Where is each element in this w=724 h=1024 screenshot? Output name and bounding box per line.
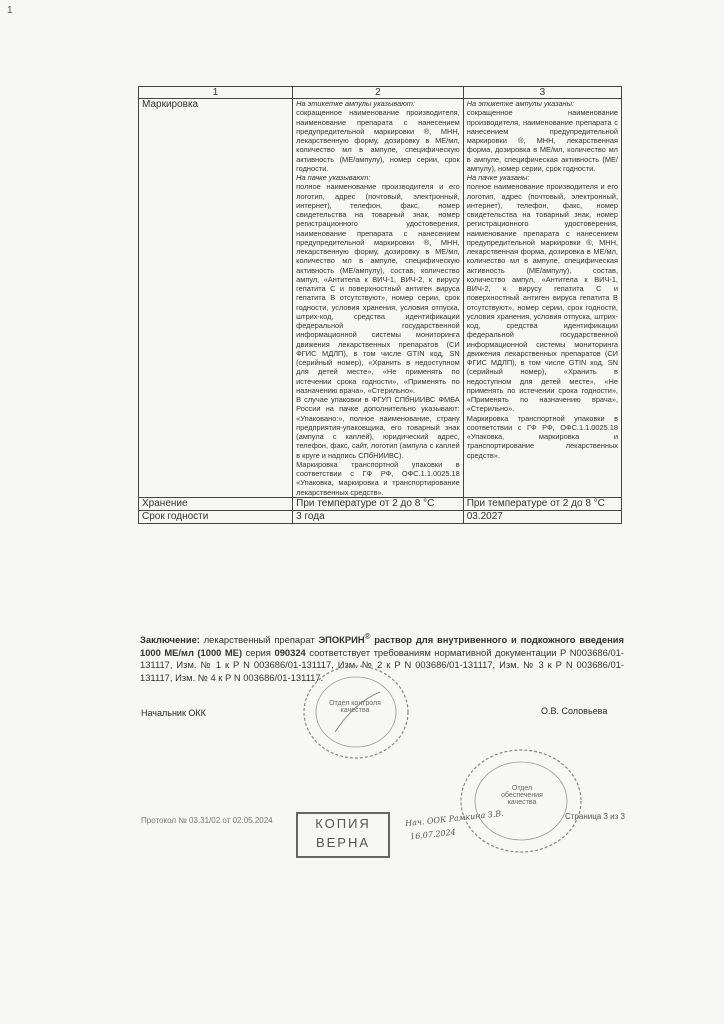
col2-paragraph: На этикетке ампулы указывают: xyxy=(296,99,415,108)
signatory-title: Начальник ОКК xyxy=(141,708,206,718)
header-col-1: 1 xyxy=(139,87,293,99)
header-col-3: 3 xyxy=(463,87,621,99)
conclusion-text-1: лекарственный препарат xyxy=(199,634,319,646)
storage-requirement: При температуре от 2 до 8 °С xyxy=(293,497,464,510)
product-name: ЭПОКРИН xyxy=(318,634,365,646)
okk-stamp-center-text: Отдел контроля качества xyxy=(329,700,381,714)
copy-stamp-line-1: КОПИЯ xyxy=(315,816,371,831)
shelf-life-actual: 03.2027 xyxy=(463,510,621,523)
header-col-2: 2 xyxy=(293,87,464,99)
col2-paragraph: полное наименование производителя и его логотип, адрес (почтовый, электронный, интернет), телефон, факс, номер свидетельства на товарный знак, номер регистрационного удостоверения, наименование препарата с нанесением предупредительной маркировки ®, МНН, лекарственную форму, дозировку в МЕ/мл, количество мл в ампуле, специфическую активность (МЕ/ампулу), состав, количество ампул, «Антитела к ВИЧ-1, ВИЧ-2, к вирусу гепатита С и поверхностный антиген вируса гепатита В отсутствуют», номер серии, срок годности, условия хранения, условия отпуска, штрих-код, средства идентификации федеральной государственной информационной системы мониторинга движения лекарственных препаратов (СИ ФГИС МДЛП), в том числе GTIN код, SN (серийный номер), «Хранить в недоступном для детей месте», «Не применять по истечении срока годности», «Применять по назначению врача», «Стерильно». xyxy=(296,182,460,395)
copy-verified-stamp xyxy=(296,812,390,858)
storage-label: Хранение xyxy=(139,497,293,510)
registered-mark: ® xyxy=(364,632,371,641)
oor-stamp-center-text: Отдел обеспечения качества xyxy=(501,785,543,806)
handwritten-certification: Нач. ООК Рамкина З.В. xyxy=(404,808,505,829)
col3-paragraph: полное наименование производителя и его логотип, адрес (почтовый, электронный, интернет), телефон, факс, номер свидетельства на товарный знак, номер регистрационного удостоверения, наименование препарата с нанесением предупредительной маркировки ®, МНН, лекарственная форма, дозировка в МЕ/мл, количество мл в ампуле, специфическая активность (МЕ/ампулу), состав, количество ампул, «Антитела к ВИЧ-1, ВИЧ-2, к вирусу гепатита С и поверхностный антиген вируса гепатита В отсутствуют», номер серии, срок годности, условия хранения, условия отпуска, штрих-код, средства идентификации федеральной государственной информационной системы мониторинга движения лекарственных препаратов (СИ ФГИС МДЛП), в том числе GTIN код, SN (серийный номер), «Хранить в недоступном для детей месте», «Не применять по истечении срока годности», «Применять по назначению врача», «Стерильно». xyxy=(466,182,618,414)
signatory-name: О.В. Соловьева xyxy=(541,706,608,716)
shelf-life-requirement: 3 года xyxy=(293,510,464,523)
col2-paragraph: В случае упаковки в ФГУП СПбНИИВС ФМБА России на пачке дополнительно указывают: «Упаковано:», полное наименование, страну предприятия-упаковщика, его товарный знак (ампула с каплей), юридический адрес, телефон, факс, сайт, логотип (ампула с каплей в круге и надпись СПбНИИВС). xyxy=(296,395,460,460)
col3-paragraph: На пачке указаны: xyxy=(466,173,530,182)
copy-stamp-line-2: ВЕРНА xyxy=(315,835,371,850)
corner-mark: 1 xyxy=(7,5,13,16)
table-row-marking xyxy=(139,99,622,498)
table-row-storage xyxy=(139,497,622,510)
col2-paragraph: сокращенное наименование производителя, наименование препарата с нанесением предупредительной маркировки ®, МНН, лекарственную форму, дозировку в МЕ/мл, количество мл в ампуле, специфическую активность (МЕ/ампулу), номер серии, срок годности. xyxy=(296,108,460,173)
conclusion-text-2: соответствует требованиям нормативной документации Р N003686/01-131117, Изм. № 1 к Р N 003686/01-131117, Изм. № 2 к Р N 003686/01-131117, Изм. № 3 к Р N 003686/01-131117, Изм. № 4 к Р N 003686/01-131117. xyxy=(140,646,624,683)
conclusion-prefix: Заключение: xyxy=(140,634,200,646)
handwritten-date: 16.07.2024 xyxy=(409,827,457,842)
col3-paragraph: Маркировка транспортной упаковки в соответствии с ГФ РФ, ОФС.1.1.0025.18 «Упаковка, маркировка и транспортирование лекарственных средств». xyxy=(466,413,618,460)
marking-actual xyxy=(463,99,621,498)
shelf-life-label: Срок годности xyxy=(139,510,293,523)
specification-table xyxy=(138,86,622,524)
marking-requirements xyxy=(293,99,464,498)
col3-paragraph: сокращенное наименование производителя, наименование препарата с нанесением предупредительной маркировки ®, МНН, лекарственная форма, дозировка в МЕ/мл, количество мл в ампуле, специфическая активность (МЕ/ампулу), номер серии, срок годности. xyxy=(466,108,618,173)
series-word: серия xyxy=(242,646,275,658)
product-form: раствор для внутривенного и подкожного введения 1000 МЕ/мл (1000 МЕ) xyxy=(140,634,624,658)
table-header-row xyxy=(139,87,622,99)
storage-actual: При температуре от 2 до 8 °С xyxy=(463,497,621,510)
col2-paragraph: Маркировка транспортной упаковки в соответствии с ГФ РФ, ОФС.1.1.0025.18 «Упаковка, маркировка и транспортирование лекарственных средств». xyxy=(296,459,460,497)
protocol-reference: Протокол № 03.31/02 от 02.05.2024 xyxy=(141,816,273,825)
col2-paragraph: На пачке указывают: xyxy=(296,173,371,182)
table-row-shelf-life xyxy=(139,510,622,523)
col3-paragraph: На этикетке ампулы указаны: xyxy=(466,99,575,108)
marking-label: Маркировка xyxy=(139,99,293,498)
series-number: 090324 xyxy=(274,646,306,658)
page-number: Страница 3 из 3 xyxy=(565,812,625,821)
